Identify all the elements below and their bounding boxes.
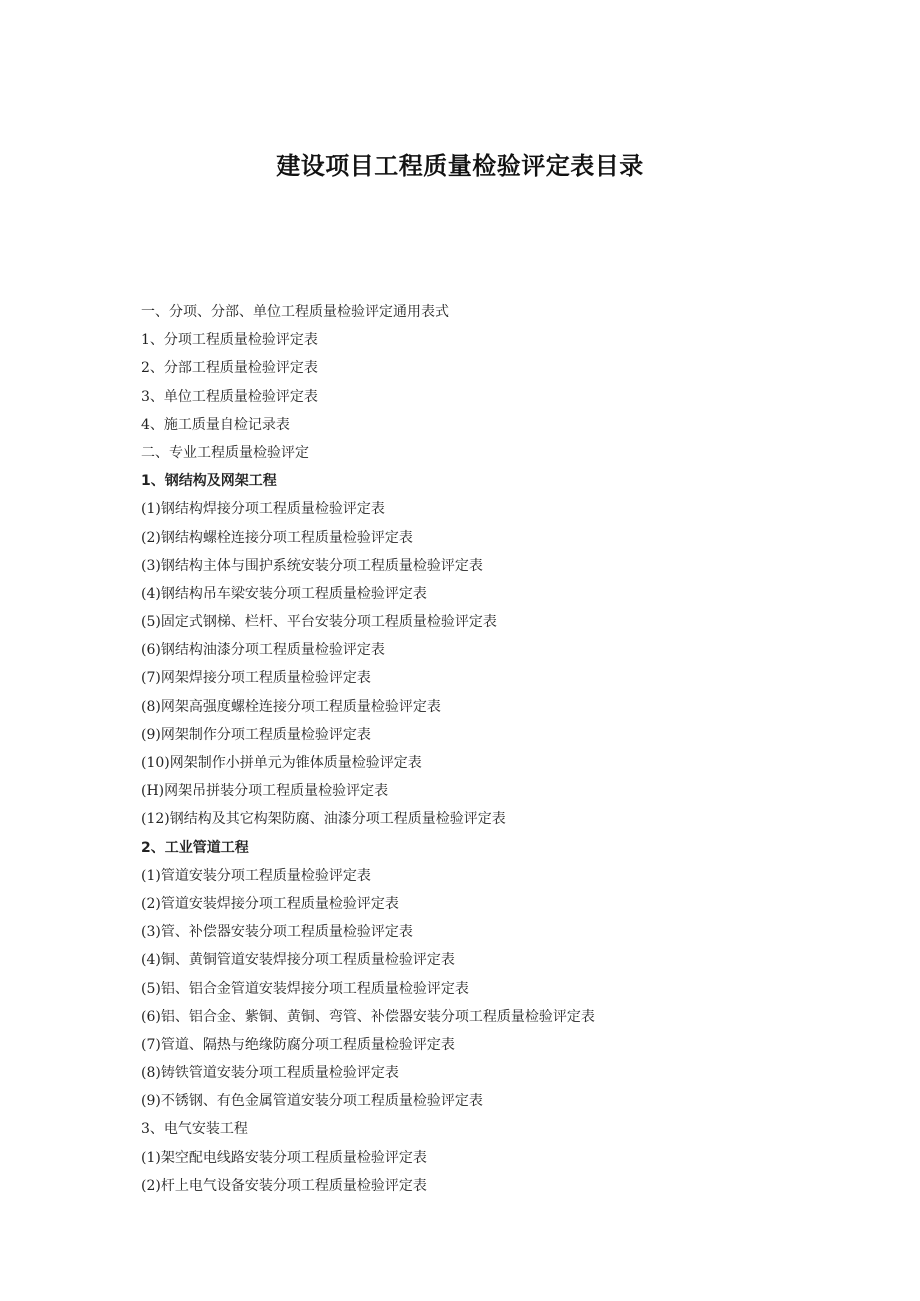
toc-entry: 1、分项工程质量检验评定表 — [141, 332, 318, 349]
toc-entry: 2、分部工程质量检验评定表 — [141, 360, 318, 377]
toc-entry: (1)钢结构焊接分项工程质量检验评定表 — [141, 501, 385, 518]
toc-entry: (1)管道安装分项工程质量检验评定表 — [141, 867, 371, 884]
toc-entry: (2)管道安装焊接分项工程质量检验评定表 — [141, 895, 399, 912]
toc-entry: (H)网架吊拼装分项工程质量检验评定表 — [141, 783, 389, 800]
toc-entry: (9)网架制作分项工程质量检验评定表 — [141, 726, 371, 743]
toc-entry: (10)网架制作小拼单元为锥体质量检验评定表 — [141, 755, 422, 771]
toc-entry: (8)网架高强度螺栓连接分项工程质量检验评定表 — [141, 698, 441, 715]
toc-entry: (7)网架焊接分项工程质量检验评定表 — [141, 670, 371, 687]
toc-entry: (9)不锈钢、有色金属管道安装分项工程质量检验评定表 — [141, 1093, 483, 1110]
toc-entry: 4、施工质量自检记录表 — [141, 416, 290, 433]
toc-entry: (1)架空配电线路安装分项工程质量检验评定表 — [141, 1149, 427, 1166]
toc-entry: 3、单位工程质量检验评定表 — [141, 388, 318, 405]
toc-section-heading: 2、工业管道工程 — [141, 839, 249, 856]
toc-entry: (3)管、补偿器安装分项工程质量检验评定表 — [141, 924, 413, 941]
toc-entry: (7)管道、隔热与绝缘防腐分项工程质量检验评定表 — [141, 1036, 455, 1053]
toc-entry: (4)铜、黄铜管道安装焊接分项工程质量检验评定表 — [141, 952, 455, 969]
toc-entry: (3)钢结构主体与围护系统安装分项工程质量检验评定表 — [141, 557, 483, 574]
toc-entry: (6)铝、铝合金、紫铜、黄铜、弯管、补偿器安装分项工程质量检验评定表 — [141, 1008, 595, 1025]
toc-entry: (5)铝、铝合金管道安装焊接分项工程质量检验评定表 — [141, 980, 469, 997]
document-title: 建设项目工程质量检验评定表目录 — [276, 152, 644, 180]
toc-entry: (4)钢结构吊车梁安装分项工程质量检验评定表 — [141, 585, 427, 602]
toc-entry: (6)钢结构油漆分项工程质量检验评定表 — [141, 642, 385, 659]
toc-entry: (2)杆上电气设备安装分项工程质量检验评定表 — [141, 1177, 427, 1194]
table-of-contents — [141, 298, 841, 1200]
toc-entry: (5)固定式钢梯、栏杆、平台安装分项工程质量检验评定表 — [141, 614, 497, 631]
toc-entry: (2)钢结构螺栓连接分项工程质量检验评定表 — [141, 529, 413, 546]
toc-entry: (8)铸铁管道安装分项工程质量检验评定表 — [141, 1065, 399, 1082]
toc-entry: 一、分项、分部、单位工程质量检验评定通用表式 — [141, 304, 449, 320]
toc-section-heading: 1、钢结构及网架工程 — [141, 473, 277, 490]
toc-entry: 二、专业工程质量检验评定 — [141, 444, 309, 461]
toc-entry: (12)钢结构及其它构架防腐、油漆分项工程质量检验评定表 — [141, 811, 506, 828]
toc-entry: 3、电气安装工程 — [141, 1121, 248, 1138]
